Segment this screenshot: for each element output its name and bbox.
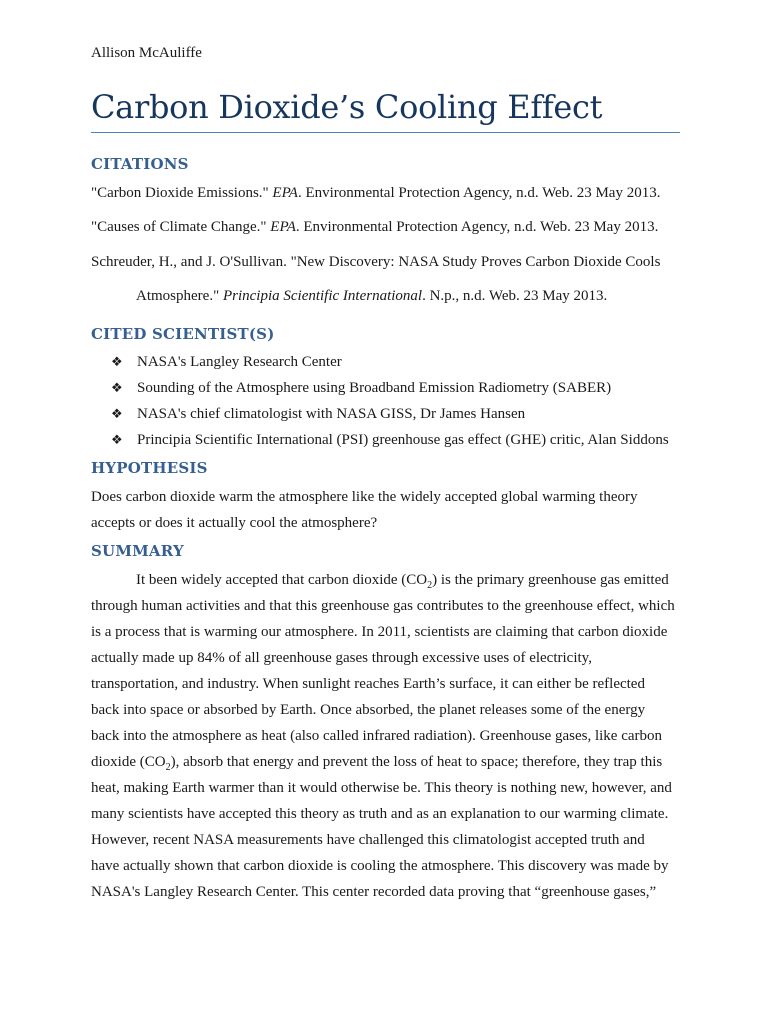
citations-heading: CITATIONS <box>91 155 189 173</box>
hypothesis-line-1: Does carbon dioxide warm the atmosphere like the widely accepted global warming theory <box>91 489 638 505</box>
citation-3-line-2: Atmosphere." Principia Scientific International. N.p., n.d. Web. 23 May 2013. <box>136 288 608 304</box>
diamond-bullet-icon: ❖ <box>111 407 123 422</box>
summary-line: is a process that is warming our atmosphere. In 2011, scientists are claiming that carbon dioxide <box>91 624 668 640</box>
hypothesis-heading: HYPOTHESIS <box>91 459 208 477</box>
summary-line: through human activities and that this greenhouse gas contributes to the greenhouse effect, which <box>91 598 675 614</box>
summary-line: actually made up 84% of all greenhouse gases through excessive uses of electricity, <box>91 650 592 666</box>
citation-3-line-1: Schreuder, H., and J. O'Sullivan. "New Discovery: NASA Study Proves Carbon Dioxide Cools <box>91 254 661 270</box>
summary-line: back into space or absorbed by Earth. Once absorbed, the planet releases some of the energy <box>91 702 646 718</box>
diamond-bullet-icon: ❖ <box>111 381 123 396</box>
citation-1: "Carbon Dioxide Emissions." EPA. Environmental Protection Agency, n.d. Web. 23 May 2013. <box>91 185 661 201</box>
diamond-bullet-icon: ❖ <box>111 433 123 448</box>
summary-line: have actually shown that carbon dioxide is cooling the atmosphere. This discovery was made by <box>91 858 669 874</box>
summary-line: back into the atmosphere as heat (also called infrared radiation). Greenhouse gases, like carbon <box>91 728 663 744</box>
summary-line: NASA's Langley Research Center. This center recorded data proving that “greenhouse gases,” <box>91 884 657 900</box>
author-name: Allison McAuliffe <box>91 45 202 61</box>
scientist-list-item: ❖ NASA's chief climatologist with NASA GISS, Dr James Hansen <box>111 406 526 422</box>
summary-line: many scientists have accepted this theory as truth and as an explanation to our warming climate. <box>91 806 669 822</box>
summary-line: However, recent NASA measurements have challenged this climatologist accepted truth and <box>91 832 645 848</box>
scientist-list-item: ❖ Sounding of the Atmosphere using Broadband Emission Radiometry (SABER) <box>111 380 612 396</box>
summary-line: dioxide $(CO_2)$, absorb that energy and prevent the loss of heat to space; therefore, they trap this <box>91 754 663 773</box>
scientist-list-item: ❖ Principia Scientific International (PSI) greenhouse gas effect (GHE) critic, Alan Siddons <box>111 432 669 448</box>
summary-line: transportation, and industry. When sunlight reaches Earth’s surface, it can either be reflected <box>91 676 645 692</box>
summary-line: heat, making Earth warmer than it would otherwise be. This theory is nothing new, however, and <box>91 780 672 796</box>
hypothesis-line-2: accepts or does it actually cool the atmosphere? <box>91 515 378 531</box>
scientist-list-item: ❖ NASA's Langley Research Center <box>111 354 342 370</box>
citation-2: "Causes of Climate Change." EPA. Environmental Protection Agency, n.d. Web. 23 May 2013. <box>91 219 659 235</box>
document-title: Carbon Dioxide’s Cooling Effect <box>91 88 603 126</box>
diamond-bullet-icon: ❖ <box>111 355 123 370</box>
summary-line: It been widely accepted that carbon dioxide $(CO_2)$ is the primary greenhouse gas emitted <box>136 572 669 591</box>
title-underline <box>91 132 680 133</box>
summary-heading: SUMMARY <box>91 542 184 560</box>
cited-scientists-heading: CITED SCIENTIST(S) <box>91 325 275 343</box>
